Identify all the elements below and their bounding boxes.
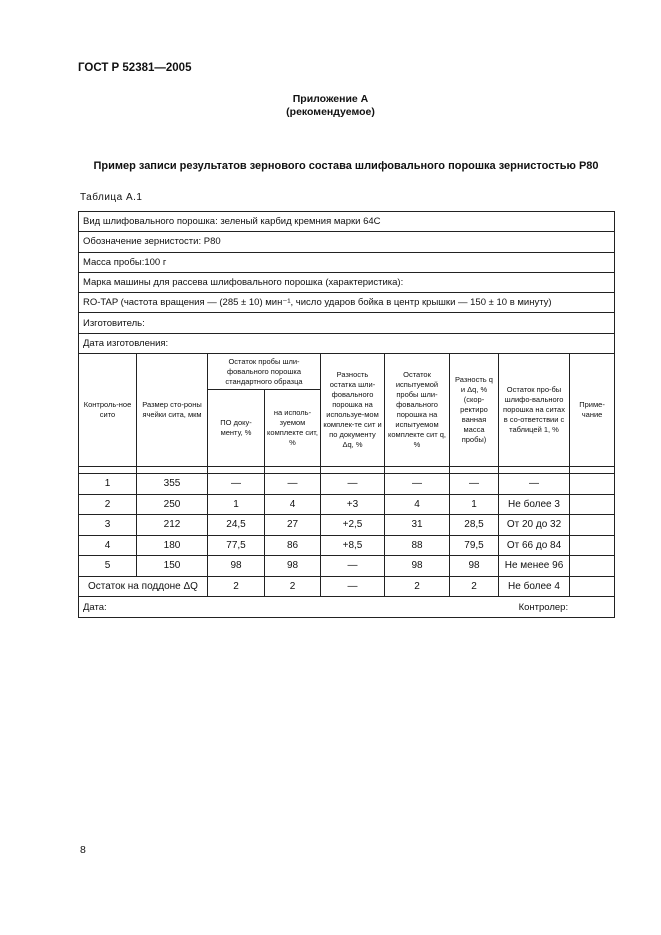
header-difference: Разность q и Δq, % (скор-ректиро ванная масса пробы) <box>450 354 499 467</box>
table-cell: +3 <box>321 494 385 515</box>
table-cell: 2 <box>208 576 265 597</box>
table-cell: Не менее 96 <box>499 556 570 577</box>
info-row <box>79 272 615 292</box>
table-cell: 5 <box>79 556 137 577</box>
info-row <box>79 212 615 232</box>
table-cell: 355 <box>137 474 208 495</box>
table-cell: Не более 3 <box>499 494 570 515</box>
annex-subtitle: (рекомендуемое) <box>286 106 375 118</box>
header-mesh-size: Размер сто-роны ячейки сита, мкм <box>137 354 208 467</box>
info-powder-type: Вид шлифовального порошка: зеленый карбид кремния марки 64С <box>79 212 615 232</box>
header-control-sieve: Контроль-ное сито <box>79 354 137 467</box>
table-cell: 77,5 <box>208 535 265 556</box>
header-row <box>79 354 615 390</box>
info-rotap: RO-TAP (частота вращения — (285 ± 10) мин⁻¹, число ударов бойка в центр крышки — 150 ± 10 в минуту) <box>79 293 615 313</box>
table-cell: 150 <box>137 556 208 577</box>
date-label: Дата: <box>83 601 107 613</box>
table-cell: 98 <box>208 556 265 577</box>
info-manufacturer: Изготовитель: <box>79 313 615 333</box>
table-cell: Не более 4 <box>499 576 570 597</box>
pan-residue-row <box>79 576 615 597</box>
table-cell: 2 <box>79 494 137 515</box>
table-cell <box>570 494 615 515</box>
table-cell: 98 <box>385 556 450 577</box>
table-cell: 79,5 <box>450 535 499 556</box>
table-cell: — <box>450 474 499 495</box>
info-row <box>79 232 615 252</box>
table-cell: 98 <box>450 556 499 577</box>
table-cell: 88 <box>385 535 450 556</box>
table-cell: 86 <box>265 535 321 556</box>
table-cell: +8,5 <box>321 535 385 556</box>
table-cell: 1 <box>208 494 265 515</box>
document-code: ГОСТ Р 52381—2005 <box>78 62 192 74</box>
signature-row <box>79 597 615 618</box>
annex-title: Приложение А <box>292 93 369 105</box>
results-table <box>78 211 615 618</box>
table-cell: +2,5 <box>321 515 385 536</box>
table-cell: — <box>265 474 321 495</box>
table-row <box>79 556 615 577</box>
annex-header <box>0 93 661 119</box>
table-cell: От 66 до 84 <box>499 535 570 556</box>
table-row <box>79 494 615 515</box>
header-std-residue: Остаток пробы шли-фовального порошка стандартного образца <box>208 354 321 390</box>
table-cell <box>570 515 615 536</box>
table-cell: 250 <box>137 494 208 515</box>
table-cell: — <box>321 556 385 577</box>
header-note: Приме-чание <box>570 354 615 467</box>
table-cell: 27 <box>265 515 321 536</box>
table-cell: 1 <box>79 474 137 495</box>
table-cell: От 20 до 32 <box>499 515 570 536</box>
header-residue-diff: Разность остатка шли-фовального порошка на используе-мом комплек-те сит и по документу Δq, % <box>321 354 385 467</box>
table-cell: 2 <box>265 576 321 597</box>
pan-residue-label: Остаток на поддоне ΔQ <box>79 576 208 597</box>
info-row <box>79 293 615 313</box>
table-row <box>79 515 615 536</box>
controller-label: Контролер: <box>518 601 569 613</box>
header-residue-table: Остаток про-бы шлифо-вального порошка на ситах в со-ответствии с таблицей 1, % <box>499 354 570 467</box>
table-row <box>79 474 615 495</box>
section-heading: Пример записи результатов зернового состава шлифовального порошка зернистостью Р80 <box>93 160 599 172</box>
table-cell: 4 <box>79 535 137 556</box>
header-per-doc: ПО доку-менту, % <box>208 390 265 467</box>
info-sample-mass: Масса пробы:100 г <box>79 252 615 272</box>
table-cell <box>570 556 615 577</box>
table-cell: 2 <box>450 576 499 597</box>
info-row <box>79 252 615 272</box>
signature-cell <box>79 597 615 618</box>
table-row <box>79 535 615 556</box>
spacer-row <box>79 467 615 474</box>
table-cell: 98 <box>265 556 321 577</box>
table-cell: 4 <box>265 494 321 515</box>
info-grit: Обозначение зернистости: Р80 <box>79 232 615 252</box>
table-cell: — <box>499 474 570 495</box>
table-cell <box>570 535 615 556</box>
table-cell: — <box>321 474 385 495</box>
table-cell: 31 <box>385 515 450 536</box>
table-cell: 1 <box>450 494 499 515</box>
header-test-residue: Остаток испытуемой пробы шли-фовального порошка на испытуемом комплекте сит q, % <box>385 354 450 467</box>
table-cell: 2 <box>385 576 450 597</box>
table-cell: 28,5 <box>450 515 499 536</box>
page-number: 8 <box>80 844 86 856</box>
table-cell: 4 <box>385 494 450 515</box>
info-machine: Марка машины для рассева шлифовального порошка (характеристика): <box>79 272 615 292</box>
table-cell: 212 <box>137 515 208 536</box>
table-cell: — <box>208 474 265 495</box>
info-row <box>79 313 615 333</box>
table-cell: — <box>385 474 450 495</box>
table-label: Таблица А.1 <box>80 192 143 203</box>
info-row <box>79 333 615 353</box>
header-on-used-set: на исполь-зуемом комплекте сит, % <box>265 390 321 467</box>
table-cell <box>570 576 615 597</box>
info-manufacture-date: Дата изготовления: <box>79 333 615 353</box>
table-cell: 180 <box>137 535 208 556</box>
table-cell: 3 <box>79 515 137 536</box>
table-cell: 24,5 <box>208 515 265 536</box>
table-cell <box>570 474 615 495</box>
table-cell: — <box>321 576 385 597</box>
